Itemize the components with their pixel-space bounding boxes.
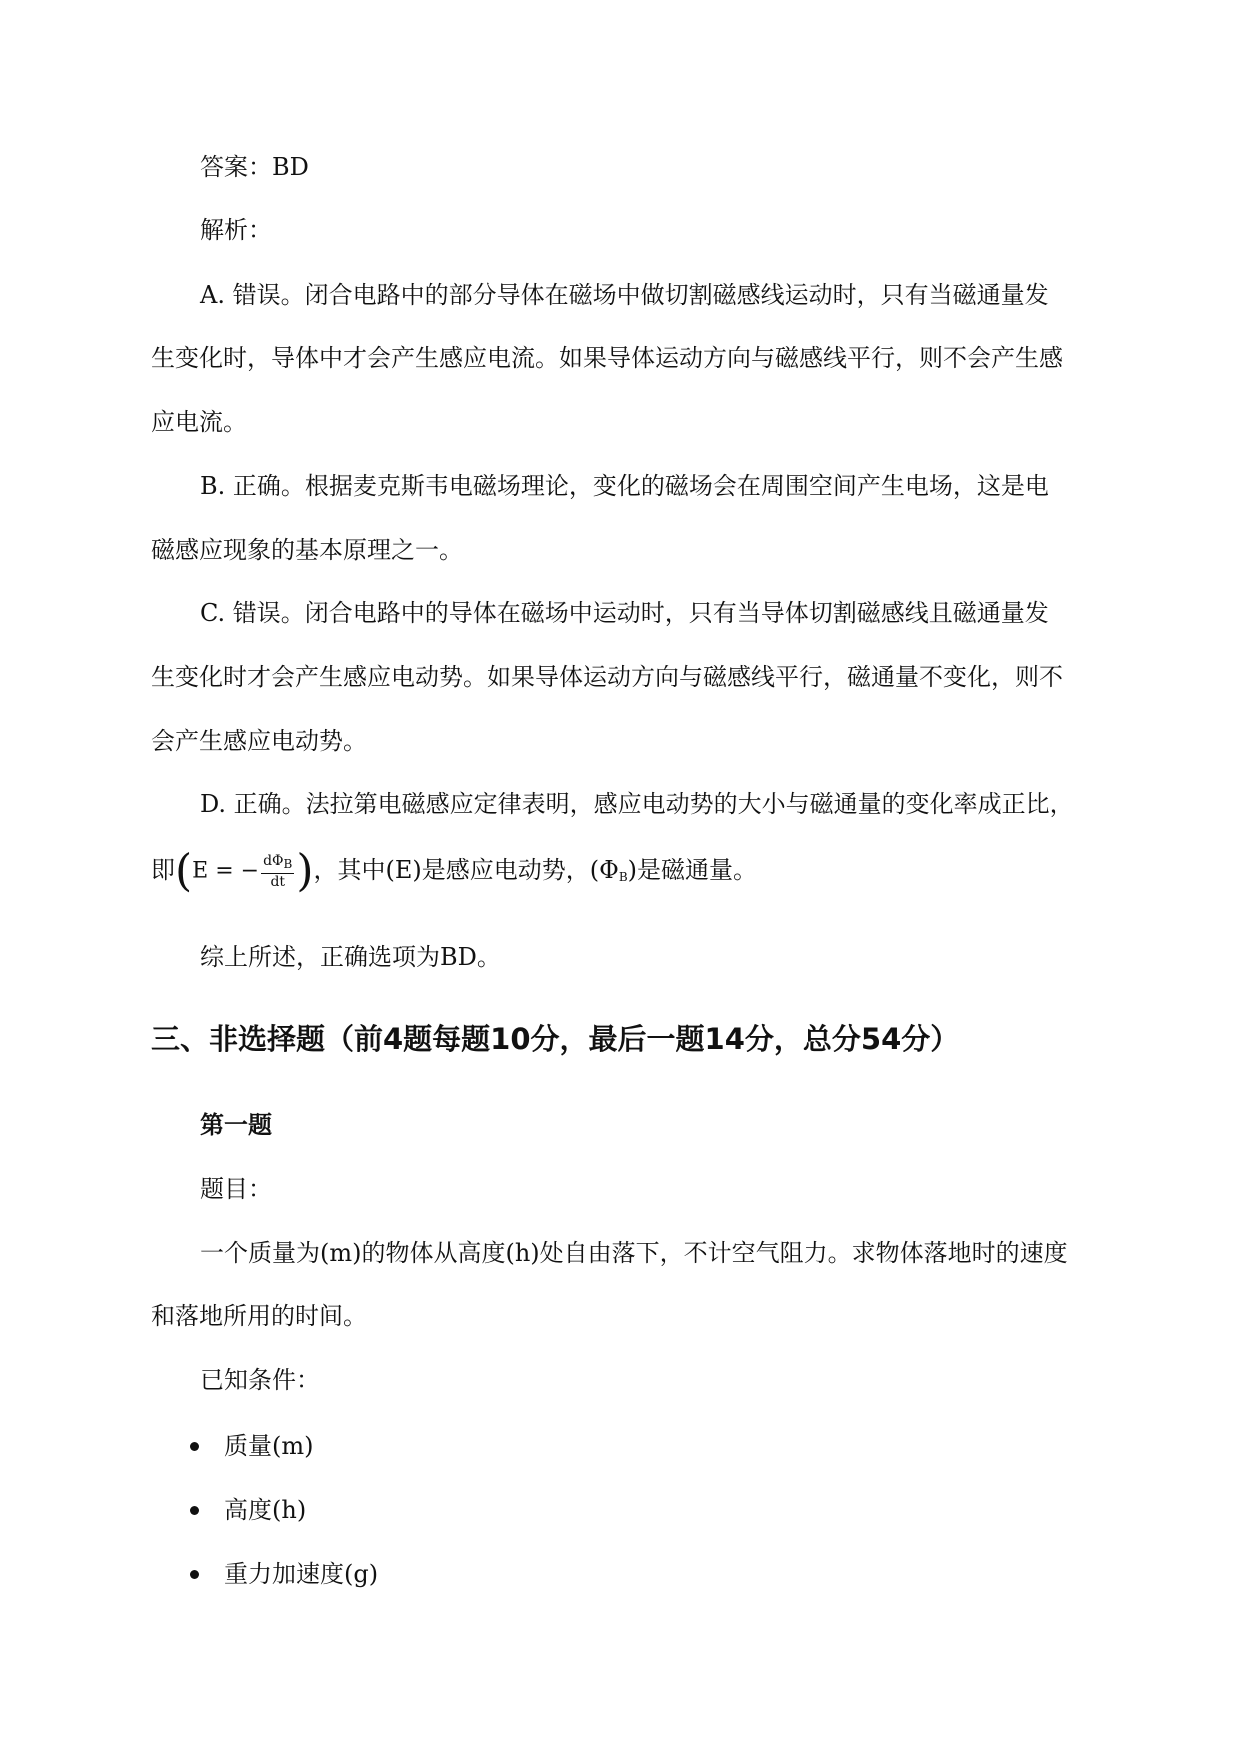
formula-suffix: )是磁通量。 [627,856,758,884]
phi-sub: B [618,870,628,884]
right-paren: ) [296,845,314,897]
bullet-icon [190,1506,199,1515]
q1-title: 第一题 [200,1111,272,1139]
formula-fraction [261,853,294,891]
formula-numerator: dΦ [263,852,284,869]
formula-denominator: dt [270,873,286,890]
section-heading: 三、非选择题（前4题每题10分，最后一题14分，总分54分） [151,1022,960,1056]
option-c-line-3: 会产生感应电动势。 [151,727,367,755]
q1-text-line-1: 一个质量为(m)的物体从高度(h)处自由落下，不计空气阻力。求物体落地时的速度 [200,1239,1068,1267]
answer-line: 答案：BD [200,153,309,181]
bullet-icon [190,1570,199,1579]
bullet-icon [190,1442,199,1451]
option-d-formula-line [151,844,757,903]
q1-known-label: 已知条件： [200,1366,320,1394]
formula-mid: ，其中(E)是感应电动势，(Φ [313,856,619,884]
formula-numerator-sub: B [283,856,293,871]
option-a-line-1: A. 错误。闭合电路中的部分导体在磁场中做切割磁感线运动时，只有当磁通量发 [200,281,1049,309]
option-a-line-2: 生变化时，导体中才会产生感应电流。如果导体运动方向与磁感线平行，则不会产生感 [151,344,1063,372]
option-a-line-3: 应电流。 [151,408,247,436]
formula-prefix: 即 [151,856,175,884]
option-c-line-2: 生变化时才会产生感应电动势。如果导体运动方向与磁感线平行，磁通量不变化，则不 [151,663,1063,691]
option-b-line-2: 磁感应现象的基本原理之一。 [151,536,463,564]
formula-lhs: E = − [192,858,260,884]
option-c-line-1: C. 错误。闭合电路中的导体在磁场中运动时，只有当导体切割磁感线且磁通量发 [200,599,1049,627]
q1-label: 题目： [200,1175,272,1203]
left-paren: ( [175,845,193,897]
summary-line: 综上所述，正确选项为BD。 [200,943,501,971]
known-item-mass: 质量(m) [224,1432,314,1460]
option-b-line-1: B. 正确。根据麦克斯韦电磁场理论，变化的磁场会在周围空间产生电场，这是电 [200,472,1049,500]
known-item-height: 高度(h) [224,1496,307,1524]
known-item-gravity: 重力加速度(g) [224,1560,379,1588]
analysis-label: 解析： [200,216,272,244]
option-d-line-1: D. 正确。法拉第电磁感应定律表明，感应电动势的大小与磁通量的变化率成正比， [200,790,1074,818]
q1-text-line-2: 和落地所用的时间。 [151,1302,367,1330]
